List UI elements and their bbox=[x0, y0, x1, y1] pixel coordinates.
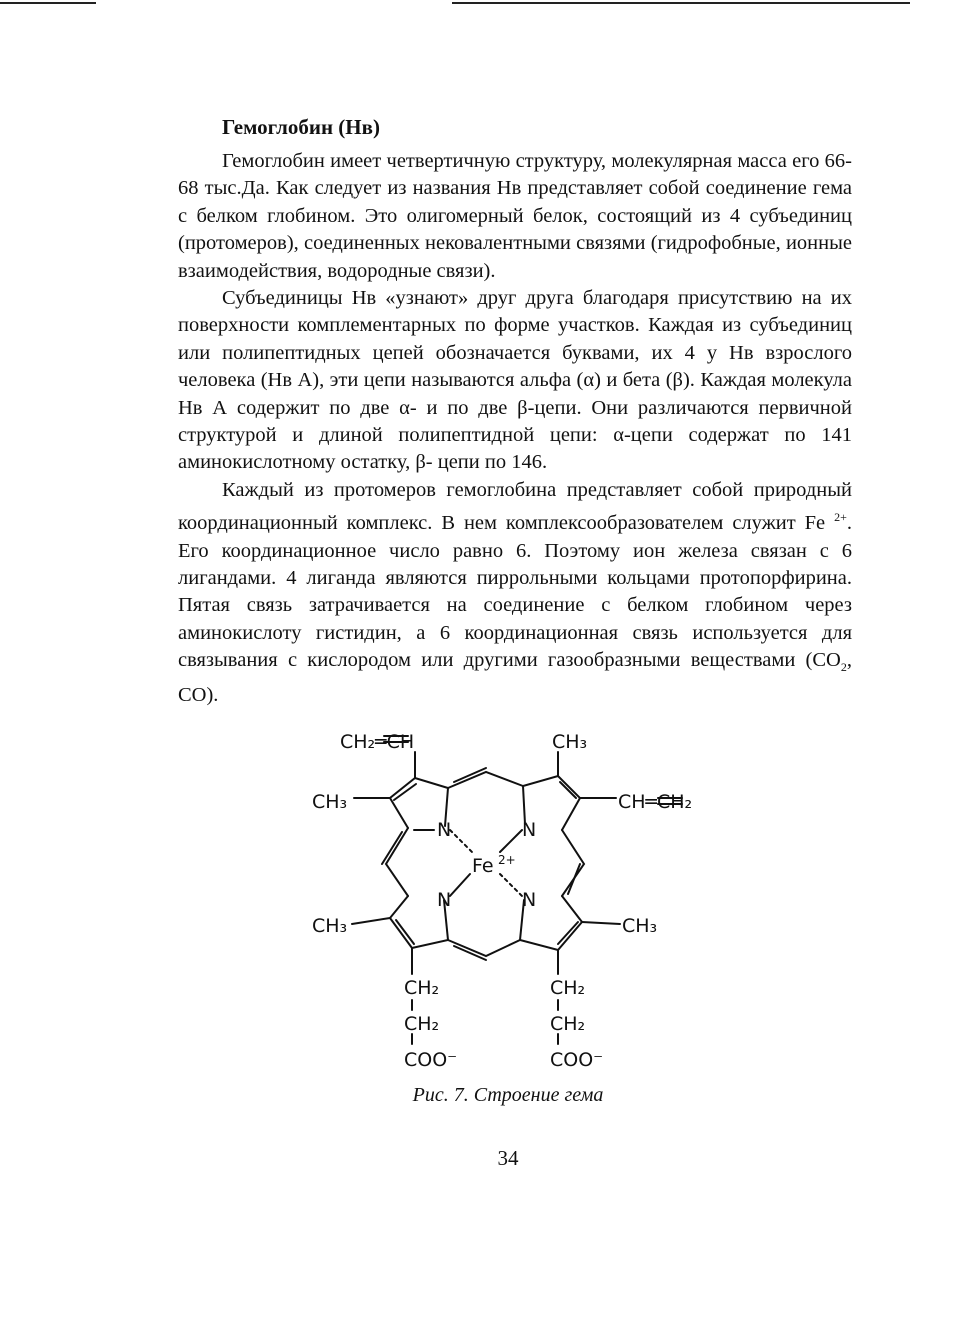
label-vinyl-right: CH═CH₂ bbox=[618, 791, 693, 813]
bridge-right bbox=[562, 830, 584, 896]
fe-n-bond-top-left bbox=[450, 830, 472, 852]
paragraph-3-part-3: , CO). bbox=[178, 649, 852, 706]
heme-structure-figure bbox=[290, 718, 730, 1088]
label-methyl-left-top: CH₃ bbox=[312, 791, 348, 813]
paragraph-2: Субъединицы Нв «узнают» друг друга благодаря присутствию на их поверхности комплементарных по форме участков. Каждая из субъединиц или полипептидных цепей обозначается буквами, их 4 у Нв взрослого человека (Нв А), эти цепи называются альфа (α) и бета (β). Каждая молекула Нв А содержит по две α- и по две β-цепи. Они различаются первичной структурой и длиной полипептидной цепи: α-цепи содержат по 141 аминокислотному остатку, β- цепи по 146. bbox=[178, 287, 852, 474]
paragraph-3 bbox=[178, 477, 852, 709]
top-rule-right bbox=[452, 2, 910, 4]
label-ch2-right-1: CH₂ bbox=[550, 977, 586, 999]
label-methyl-top-right: CH₃ bbox=[552, 731, 588, 753]
label-n-bottom-left: N bbox=[437, 889, 452, 911]
paragraph-3-part-2: . Его координационное число равно 6. Поэтому ион железа связан с 6 лигандами. 4 лиганда являются пиррольными кольцами протопорфирина. Пятая связь затрачивается на соединение с белком глобином через аминокислоту гистидин, а 6 координационная связь используется для связывания с кислородом или другими газообразными веществами (CO bbox=[178, 512, 852, 672]
figure-caption: Рис. 7. Строение гема bbox=[412, 1084, 604, 1106]
paragraph-1: Гемоглобин имеет четвертичную структуру, молекулярная масса его 66-68 тыс.Да. Как следует из названия Нв представляет собой соединение гема с белком глобином. Это олигомерный белок, состоящий из 4 субъединиц (протомеров), соединенных нековалентными связями (гидрофобные, ионные взаимодействия, водородные связи). bbox=[178, 150, 852, 282]
paragraph-3-part-1: Каждый из протомеров гемоглобина представляет собой природный координационный комплекс. В нем комплексообразователем служит Fe bbox=[178, 478, 852, 535]
fe-n-bond-bottom-left bbox=[450, 874, 470, 896]
label-methyl-right-bottom: CH₃ bbox=[622, 915, 658, 937]
label-n-top-left: N bbox=[437, 819, 452, 841]
label-ch2-right-2: CH₂ bbox=[550, 1013, 586, 1035]
label-iron-charge: 2+ bbox=[498, 853, 516, 867]
fe-n-bond-top-right bbox=[500, 830, 522, 852]
label-ch2-left-2: CH₂ bbox=[404, 1013, 440, 1035]
co2-subscript: 2 bbox=[840, 660, 847, 675]
label-n-bottom-right: N bbox=[522, 889, 537, 911]
label-n-top-right: N bbox=[522, 819, 537, 841]
label-coo-left: COO⁻ bbox=[404, 1049, 458, 1071]
label-methyl-left-bottom: CH₃ bbox=[312, 915, 348, 937]
label-ch2-vinyl: CH₂═CH bbox=[340, 731, 415, 753]
label-ch2-left-1: CH₂ bbox=[404, 977, 440, 999]
bond-methyl-left-bottom bbox=[352, 918, 390, 924]
fe-charge-superscript: 2+ bbox=[834, 510, 847, 525]
label-iron: Fe bbox=[472, 855, 494, 877]
bond-methyl-right-bottom bbox=[582, 922, 620, 924]
heme-structure-diagram bbox=[290, 718, 730, 1088]
fe-n-bond-bottom-right bbox=[500, 874, 522, 896]
label-coo-right: COO⁻ bbox=[550, 1049, 604, 1071]
page-number: 34 bbox=[497, 1146, 519, 1170]
section-heading: Гемоглобин (Нв) bbox=[222, 115, 380, 139]
article-text bbox=[178, 112, 852, 709]
top-rule-left bbox=[0, 2, 96, 4]
